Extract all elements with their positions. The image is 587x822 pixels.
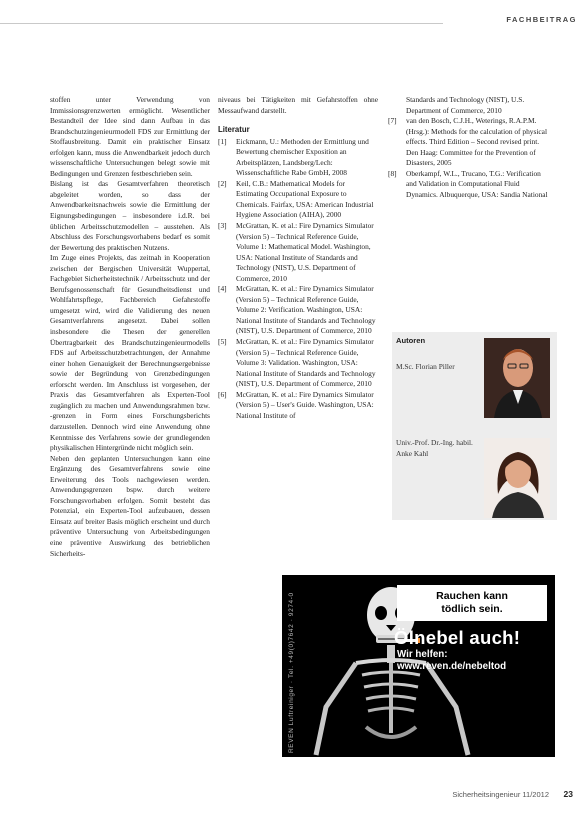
journal-name: Sicherheitsingenieur 11/2012	[452, 790, 549, 799]
paragraph: Bislang ist das Gesamtverfahren theoretisch abgeleitet worden, so dass der Anwendbarkeitsnachweis sowie die Ermittlung der Eignungsbedingungen – insbesondere i.d.R. bei üblichen Arbeitsschutzmodellen – ausstehen. Als Abschluss des Forschungsvorhabens bedarf es somit der Bewertung des praktischen Nutzens.	[50, 179, 210, 252]
ad-subline	[397, 649, 553, 673]
reference-item	[388, 95, 548, 116]
paragraph: Neben den geplanten Untersuchungen kann eine Ergänzung des Gesamtverfahrens sowie eine Erweiterung des Tools nachgewiesen werden. Anwendungsgrenzen bspw. durch weitere Forschungsvorhaben erfolgen. Somit besteht das Potenzial, ein Experten-Tool aufzubauen, dessen Einsatz auf breiter Basis möglich erscheint und durch präventive Untersuchung von Arbeitsbedingungen eine präventive Auswirkung des betrieblichen Sicherheits-	[50, 453, 210, 558]
reference-text: McGrattan, K. et al.: Fire Dynamics Simulator (Version 5) – Technical Reference Guide, Volume 2: Verification. Washington, USA: National Institute of Standards and Technology (NIST), U.S. Department of Commerce, 2010	[236, 284, 376, 336]
authors-box	[392, 332, 557, 520]
reference-item	[218, 390, 378, 422]
ad-subline-text: Wir helfen:	[397, 649, 448, 660]
paragraph: stoffen unter Verwendung von Immissionsgrenzwerten ermöglicht. Wesentlicher Bestandteil der Idee sind dann Aufbau in das Brandschutzingenieurmodell FDS zur Ermittlung der Stoffausbreitung. Damit ein praktischer Einsatz erfolgen kann, muss die Anwendbarkeit jedoch durch wissenschaftliche Untersuchungen belegt sowie mit Bedingungen und Grenzen festbeschrieben sein.	[50, 95, 210, 178]
advertisement[interactable]	[282, 575, 555, 757]
literature-heading: Literatur	[218, 125, 250, 135]
header-rule	[0, 23, 443, 24]
reference-number: [1]	[218, 136, 227, 146]
reference-number: [6]	[218, 389, 227, 399]
body-column-2	[218, 95, 378, 445]
reference-text: Keil, C.B.: Mathematical Models for Estimating Occupational Exposure to Chemicals. Fairfax, USA: American Industrial Hygiene Association (AIHA), 2000	[236, 178, 374, 220]
author-name: M.Sc. Florian Piller	[396, 362, 455, 371]
author-name: Univ.-Prof. Dr.-Ing. habil. Anke Kahl	[396, 438, 473, 458]
reference-number: [2]	[218, 178, 227, 188]
reference-number: [8]	[388, 168, 397, 178]
reference-number	[388, 95, 402, 116]
ad-vertical-text: REVEN Luftreiniger · Tel. +49(0)7642 · 9274-0	[288, 592, 295, 753]
page-number: 23	[563, 789, 573, 799]
reference-item	[218, 221, 378, 284]
reference-text: van den Bosch, C.J.H., Weterings, R.A.P.M. (Hrsg.): Methods for the calculation of physical effects. Third Edition – Second revised print. Den Haag: Committee for the Prevention of Disasters, 2005	[406, 116, 547, 168]
author-photo	[484, 338, 550, 418]
body-column-3	[388, 95, 548, 255]
ad-warning-box	[397, 585, 547, 621]
section-label: FACHBEITRAG	[506, 15, 577, 24]
page-footer	[0, 790, 587, 804]
reference-number: [5]	[218, 337, 227, 347]
reference-number: [7]	[388, 116, 397, 126]
author-photo	[484, 438, 550, 518]
reference-text: Eickmann, U.: Methoden der Ermittlung und Bewertung chemischer Exposition an Arbeitsplätzen, Landsberg/Lech: Wissenschaftliche Rabe GmbH, 2008	[236, 136, 369, 178]
paragraph: Im Zuge eines Projekts, das zeitnah in Kooperation zwischen der Bergischen Universität Wuppertal, Fachgebiet Sicherheitstechnik / Arbeitsschutz und der Berufsgenossenschaft für Gesundheitsdienst und Wohlfahrtspflege, Fachbereich Gefahrstoffe umgesetzt wird, wird die Validierung des neuen Gesamtverfahrens angesetzt. Dabei sollen insbesondere die Thesen der generellen Übertragbarkeit des Brandschutzingenieurmodells FDS auf Arbeitsschutzbetrachtungen, der Annahme einer hohen Genauigkeit der Berechnungsergebnisse sowie der Begründung von Grenzbedingungen erforscht werden. Im Anschluss ist vorgesehen, der Praxis das Gesamtverfahren als Experten-Tool zugänglich zu machen und Anwendungsrahmen bzw. -grenzen in Form eines Forschungsberichts darzustellen. Dennoch wird eine Anwendung ohne Kenntnisse des Verfahrens sowie der grundlegenden physikalischen Hintergründe nicht möglich sein.	[50, 253, 210, 453]
ad-warning-line: Rauchen kann	[436, 590, 508, 602]
reference-item	[218, 337, 378, 390]
reference-text: Oberkampf, W.L., Trucano, T.G.: Verification and Validation in Computational Fluid Dynamics. Albuquerque, USA: Sandia National	[406, 168, 548, 199]
reference-item	[218, 137, 378, 179]
reference-text: McGrattan, K. et al.: Fire Dynamics Simulator (Version 5) – Technical Reference Guide, Volume 3: Validation. Washington, USA: National Institute of Standards and Technology (NIST), U.S. Department of Commerce, 2010	[236, 337, 376, 389]
reference-text: McGrattan, K. et al.: Fire Dynamics Simulator (Version 5) – User's Guide. Washington, USA: National Institute of	[236, 389, 374, 420]
authors-heading: Autoren	[396, 336, 426, 345]
body-column-1	[50, 95, 210, 785]
page-header	[0, 0, 587, 40]
ad-url-link[interactable]: www.reven.de/nebeltod	[397, 661, 507, 672]
reference-item	[218, 284, 378, 337]
reference-item	[218, 179, 378, 221]
reference-text: McGrattan, K. et al.: Fire Dynamics Simulator (Version 5) – Technical Reference Guide, Volume 1: Mathematical Model. Washington, USA: National Institute of Standards and Technology (NIST), U.S. Department of Commerce, 2010	[236, 221, 374, 283]
reference-item	[388, 169, 548, 201]
paragraph: niveaus bei Tätigkeiten mit Gefahrstoffen ohne Messaufwand darstellt.	[218, 95, 378, 115]
ad-warning-line: tödlich sein.	[441, 603, 503, 615]
author-portrait-female-icon	[484, 438, 550, 518]
reference-text: Standards and Technology (NIST), U.S. Department of Commerce, 2010	[406, 95, 525, 115]
ad-headline: Ölnebel auch!	[394, 627, 521, 648]
reference-number: [3]	[218, 221, 227, 231]
author-portrait-male-icon	[484, 338, 550, 418]
reference-number: [4]	[218, 284, 227, 294]
reference-item	[388, 116, 548, 169]
